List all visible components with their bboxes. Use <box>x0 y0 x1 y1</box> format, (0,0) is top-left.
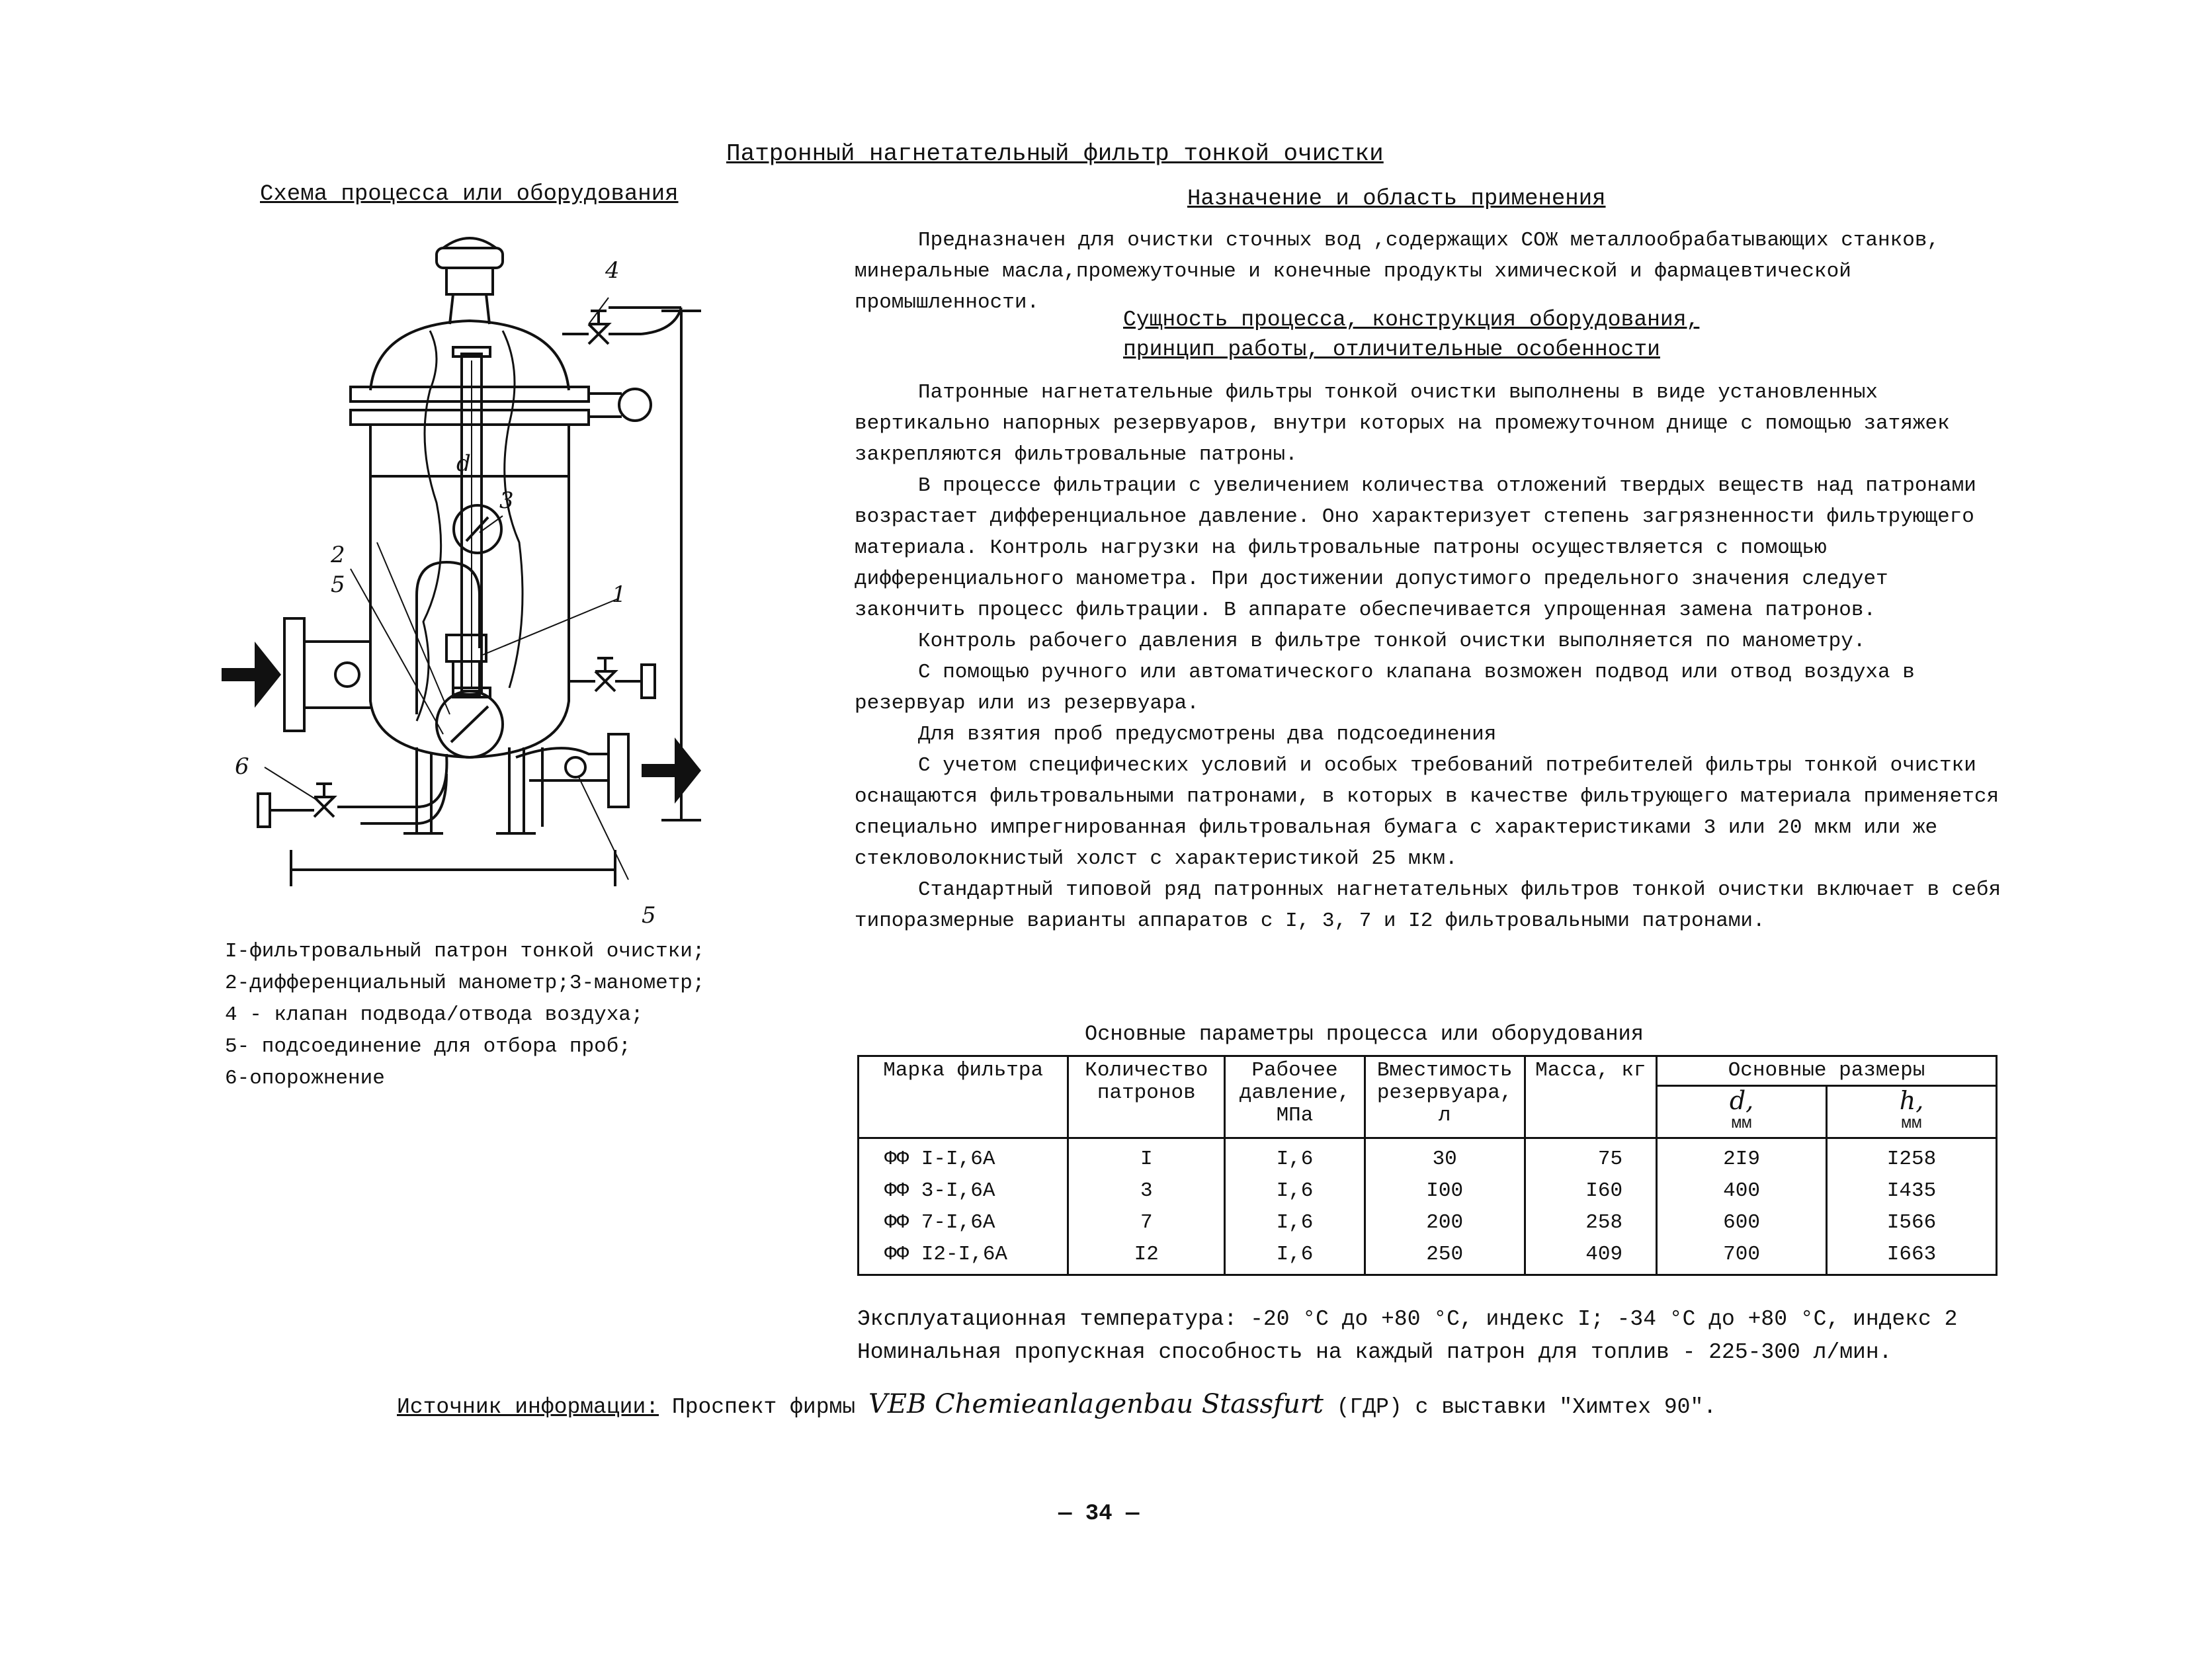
cell-count: I2 <box>1068 1239 1225 1275</box>
essence-paragraph: Стандартный типовой ряд патронных нагнетательных фильтров тонкой очистки включает в себя типоразмерные варианты аппаратов с I, 3, 7 и I2 фильтровальными патронами. <box>855 878 2001 933</box>
height-dimension <box>661 311 701 820</box>
inlet-arrow-icon <box>222 642 281 708</box>
header-count: Количество патронов <box>1068 1056 1225 1138</box>
top-cap-dome <box>443 238 496 248</box>
cell-pressure: I,6 <box>1225 1207 1365 1239</box>
legend-item: 6-опорожнение <box>225 1067 385 1090</box>
label-4: 4 <box>605 257 620 284</box>
header-mark: Марка фильтра <box>859 1056 1068 1138</box>
cell-pressure: I,6 <box>1225 1175 1365 1207</box>
cell-pressure: I,6 <box>1225 1138 1365 1176</box>
capacity-note: Номинальная пропускная способность на каждый патрон для топлив - 225-300 л/мин. <box>857 1340 1892 1365</box>
purpose-heading: Назначение и область применения <box>1187 187 1606 212</box>
header-h-unit: мм <box>1901 1113 1922 1133</box>
essence-paragraph: Контроль рабочего давления в фильтре тонкой очистки выполняется по манометру. <box>918 630 1866 653</box>
cell-volume: 30 <box>1365 1138 1525 1176</box>
cell-d: 700 <box>1657 1239 1827 1275</box>
source-text-2: (ГДР) с выставки "Химтех 90". <box>1336 1395 1717 1419</box>
label-2: 2 <box>331 542 345 568</box>
essence-paragraph: В процессе фильтрации с увеличением количества отложений твердых веществ над патронами возрастает дифференциальное давление. Оно характеризует степень загрязненности фильтрующего материала. Контроль нагрузки на фильтровальные патроны осуществляется с помощью дифференциального манометра. При достижении допустимого предельного значения следует закончить процесс фильтрации. В аппарате обеспечивается упрощенная замена патронов. <box>855 474 1976 622</box>
label-1: 1 <box>612 581 626 608</box>
cell-h: I663 <box>1827 1239 1997 1275</box>
cell-mark: ФФ 3-I,6А <box>859 1175 1068 1207</box>
cell-mark: ФФ I-I,6А <box>859 1138 1068 1176</box>
essence-paragraph: С учетом специфических условий и особых требований потребителей фильтры тонкой очистки оснащаются фильтровальными патронами, в которых в качестве фильтрующего материала применяется специально импрегнированная фильтровальная бумага с характеристиками 3 или 20 мкм или же стекловолокнистый холст с характеристикой 25 мкм. <box>855 754 1999 870</box>
header-mass: Масса, кг <box>1525 1056 1657 1138</box>
table-caption: Основные параметры процесса или оборудования <box>1085 1022 1644 1046</box>
filter-diagram <box>218 225 747 933</box>
top-cap <box>437 248 503 268</box>
table-row <box>859 1207 1997 1239</box>
cell-count: 3 <box>1068 1175 1225 1207</box>
outlet-flange <box>609 734 628 807</box>
header-d-unit: мм <box>1731 1113 1752 1133</box>
source-line <box>397 1389 1716 1419</box>
top-neck <box>446 268 493 294</box>
label-5-top: 5 <box>331 571 345 598</box>
header-h-symbol: h, <box>1899 1086 1924 1115</box>
upper-flange <box>351 387 589 401</box>
cell-volume: 250 <box>1365 1239 1525 1275</box>
legend-item: 5- подсоединение для отбора проб; <box>225 1035 631 1058</box>
cell-h: I566 <box>1827 1207 1997 1239</box>
cell-h: I435 <box>1827 1175 1997 1207</box>
label-5-bottom: 5 <box>642 902 656 929</box>
essence-paragraph: С помощью ручного или автоматического клапана возможен подвод или отвод воздуха в резервуар или из резервуара. <box>855 661 1915 715</box>
cell-count: 7 <box>1068 1207 1225 1239</box>
header-volume: Вместимость резервуара, л <box>1365 1056 1525 1138</box>
essence-paragraph: Для взятия проб предусмотрены два подсоединения <box>918 723 1497 746</box>
cell-mass: 258 <box>1525 1207 1657 1239</box>
header-pressure: Рабочее давление, МПа <box>1225 1056 1365 1138</box>
cell-mark: ФФ I2-I,6А <box>859 1239 1068 1275</box>
essence-heading-2: принцип работы, отличительные особенности <box>1123 337 1660 362</box>
label-d: d <box>456 450 471 477</box>
cell-mass: 75 <box>1525 1138 1657 1176</box>
source-text-1: Проспект фирмы <box>671 1395 856 1419</box>
cell-volume: 200 <box>1365 1207 1525 1239</box>
inlet-flange <box>284 618 304 731</box>
page-number: — 34 — <box>1058 1501 1140 1527</box>
cell-h: I258 <box>1827 1138 1997 1176</box>
parameters-table <box>857 1055 1998 1276</box>
cell-d: 400 <box>1657 1175 1827 1207</box>
cell-count: I <box>1068 1138 1225 1176</box>
cell-mass: 409 <box>1525 1239 1657 1275</box>
cell-d: 600 <box>1657 1207 1827 1239</box>
label-3: 3 <box>499 487 514 514</box>
essence-paragraph: Патронные нагнетательные фильтры тонкой очистки выполнены в виде установленных вертикально напорных резервуаров, внутри которых на промежуточном днище с помощью затяжек закрепляются фильтровальные патроны. <box>855 381 1950 466</box>
outlet-pipe-top <box>619 389 651 421</box>
header-d <box>1657 1086 1827 1138</box>
table-row <box>859 1239 1997 1275</box>
outlet-arrow-icon <box>642 737 701 804</box>
essence-text <box>855 377 2005 937</box>
legend-item: 4 - клапан подвода/отвода воздуха; <box>225 1003 644 1027</box>
cell-mark: ФФ 7-I,6А <box>859 1207 1068 1239</box>
temperature-note: Эксплуатационная температура: -20 °С до +80 °С, индекс I; -34 °С до +80 °С, индекс 2 <box>857 1307 1958 1331</box>
header-h <box>1827 1086 1997 1138</box>
header-d-symbol: d, <box>1729 1086 1754 1115</box>
table-row <box>859 1138 1997 1176</box>
cell-pressure: I,6 <box>1225 1239 1365 1275</box>
scheme-heading: Схема процесса или оборудования <box>260 182 679 207</box>
header-dims: Основные размеры <box>1657 1056 1997 1086</box>
document-title: Патронный нагнетательный фильтр тонкой очистки <box>726 140 1384 167</box>
purpose-text: Предназначен для очистки сточных вод ,содержащих СОЖ металлообрабатывающих станков, минеральные масла,промежуточные и конечные продукты химической и фармацевтической промышленности. <box>855 229 1940 314</box>
cell-mass: I60 <box>1525 1175 1657 1207</box>
cell-volume: I00 <box>1365 1175 1525 1207</box>
width-dimension <box>291 850 615 886</box>
cell-d: 2I9 <box>1657 1138 1827 1176</box>
table-row <box>859 1175 1997 1207</box>
purpose-paragraph <box>855 225 1992 318</box>
diagram-legend <box>225 936 705 1095</box>
legend-item: 2-дифференциальный манометр;3-манометр; <box>225 972 705 995</box>
essence-heading-1: Сущность процесса, конструкция оборудования, <box>1123 308 1700 332</box>
label-6: 6 <box>235 753 249 780</box>
legend-item: I-фильтровальный патрон тонкой очистки; <box>225 940 705 963</box>
source-company: VEB Chemieanlagenbau Stassfurt <box>868 1389 1324 1419</box>
source-label: Источник информации: <box>397 1395 659 1419</box>
